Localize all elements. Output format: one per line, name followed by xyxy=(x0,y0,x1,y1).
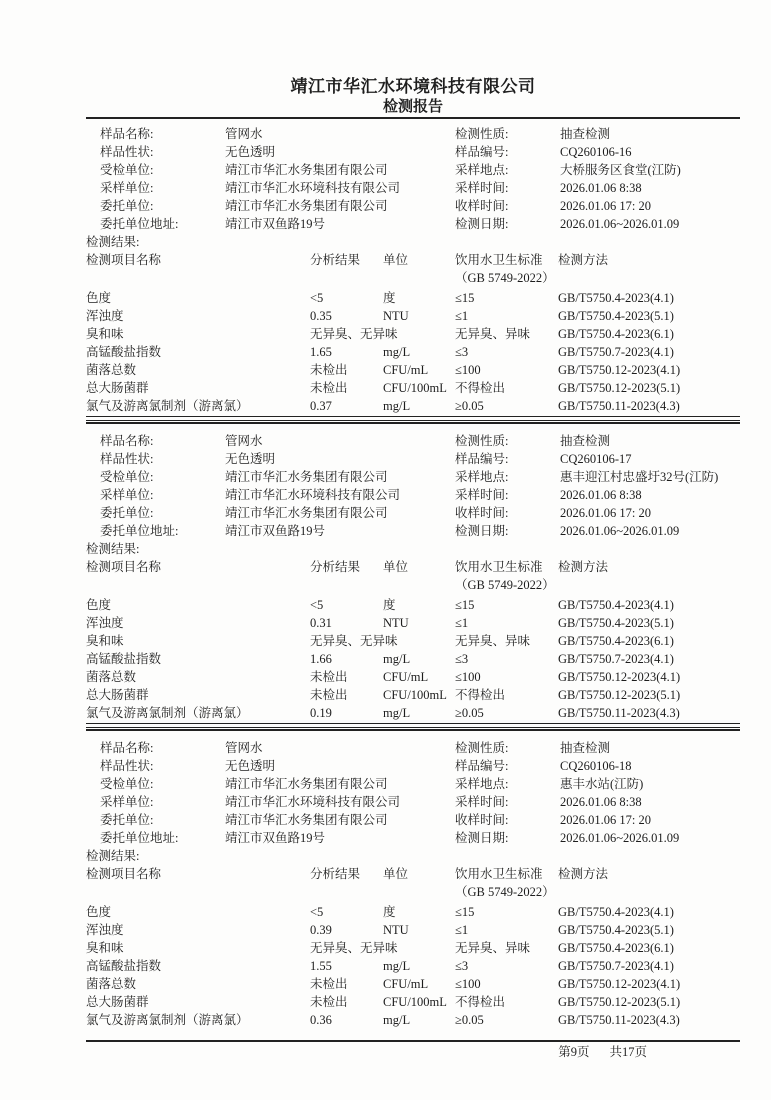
total-pages: 共17页 xyxy=(609,1045,647,1059)
item-cell: 菌落总数 xyxy=(86,977,137,991)
item-cell: 高锰酸盐指数 xyxy=(86,345,162,359)
table-header-row xyxy=(86,865,740,901)
client-unit-value: 靖江市华汇水务集团有限公司 xyxy=(225,506,388,520)
unit-cell: 度 xyxy=(383,291,396,305)
client-unit-value: 靖江市华汇水务集团有限公司 xyxy=(225,813,388,827)
table-row xyxy=(86,901,740,921)
table-row xyxy=(86,686,740,704)
info-field xyxy=(86,468,455,486)
item-cell: 色度 xyxy=(86,598,112,612)
standard-cell: ≥0.05 xyxy=(455,1013,484,1027)
unit-cell: mg/L xyxy=(383,1013,411,1027)
info-field xyxy=(86,215,455,233)
sampling-location-label: 采样地点: xyxy=(455,163,509,177)
method-cell: GB/T5750.4-2023(4.1) xyxy=(558,291,674,305)
test-date-label: 检测日期: xyxy=(455,524,509,538)
sample-info xyxy=(86,426,740,540)
info-field xyxy=(86,486,455,504)
col-header-unit: 单位 xyxy=(383,867,409,881)
standard-cell: ≤15 xyxy=(455,905,475,919)
table-row xyxy=(86,668,740,686)
item-cell: 浑浊度 xyxy=(86,309,124,323)
method-cell: GB/T5750.4-2023(5.1) xyxy=(558,309,674,323)
unit-cell: NTU xyxy=(383,309,409,323)
result-cell: 未检出 xyxy=(310,995,348,1009)
sample-name-label: 样品名称: xyxy=(100,741,154,755)
sampling-time-value: 2026.01.06 8:38 xyxy=(560,181,642,195)
table-row xyxy=(86,993,740,1011)
info-field xyxy=(455,179,740,197)
method-cell: GB/T5750.11-2023(4.3) xyxy=(558,704,740,724)
col-header-unit: 单位 xyxy=(383,560,409,574)
info-field xyxy=(86,811,455,829)
standard-cell: ≤3 xyxy=(455,959,469,973)
item-cell: 总大肠菌群 xyxy=(86,381,149,395)
info-field xyxy=(86,775,455,793)
sampling-time-value: 2026.01.06 8:38 xyxy=(560,795,642,809)
table-row xyxy=(86,287,740,307)
sampling-time-label: 采样时间: xyxy=(455,488,509,502)
receiving-time-value: 2026.01.06 17: 20 xyxy=(560,506,651,520)
result-cell: 0.19 xyxy=(310,704,383,724)
standard-cell: ≥0.05 xyxy=(455,397,558,417)
info-field xyxy=(455,811,740,829)
client-unit-value: 靖江市华汇水务集团有限公司 xyxy=(225,199,388,213)
table-row xyxy=(86,397,740,417)
info-right-column xyxy=(455,739,740,847)
client-address-value: 靖江市双鱼路19号 xyxy=(225,831,326,845)
method-cell: GB/T5750.12-2023(5.1) xyxy=(558,381,681,395)
item-cell: 臭和味 xyxy=(86,634,124,648)
section-divider xyxy=(86,420,740,424)
item-cell: 氯气及游离氯制剂（游离氯） xyxy=(86,397,310,417)
table-row xyxy=(86,325,740,343)
sample-state-value: 无色透明 xyxy=(225,759,276,773)
table-row xyxy=(86,379,740,397)
result-cell: <5 xyxy=(310,905,324,919)
info-field xyxy=(455,829,740,847)
result-cell: 无异臭、无异味 xyxy=(310,327,398,341)
standard-line2: （GB 5749-2022） xyxy=(455,271,555,285)
item-cell: 高锰酸盐指数 xyxy=(86,959,162,973)
unit-cell: mg/L xyxy=(383,959,411,973)
sampling-unit-label: 采样单位: xyxy=(100,181,154,195)
sample-no-value: CQ260106-16 xyxy=(560,145,632,159)
method-cell: GB/T5750.4-2023(4.1) xyxy=(558,598,674,612)
method-cell: GB/T5750.4-2023(5.1) xyxy=(558,616,674,630)
standard-cell: ≤1 xyxy=(455,616,469,630)
info-field xyxy=(455,793,740,811)
info-field xyxy=(455,125,740,143)
page-number: 第9页 xyxy=(558,1045,590,1059)
info-field xyxy=(86,143,455,161)
standard-cell: 不得检出 xyxy=(455,688,506,702)
sampling-time-label: 采样时间: xyxy=(455,795,509,809)
results-table xyxy=(86,558,740,724)
standard-line2: （GB 5749-2022） xyxy=(455,578,555,592)
sampling-time-label: 采样时间: xyxy=(455,181,509,195)
col-header-standard xyxy=(455,865,558,901)
col-header-item: 检测项目名称 xyxy=(86,867,162,881)
item-cell: 色度 xyxy=(86,905,112,919)
result-cell: 无异臭、无异味 xyxy=(310,941,398,955)
info-field xyxy=(86,504,455,522)
receiving-time-label: 收样时间: xyxy=(455,813,509,827)
unit-cell: CFU/100mL xyxy=(383,688,447,702)
sampling-location-label: 采样地点: xyxy=(455,470,509,484)
item-cell: 臭和味 xyxy=(86,327,124,341)
item-cell: 色度 xyxy=(86,291,112,305)
table-row xyxy=(86,921,740,939)
test-date-label: 检测日期: xyxy=(455,217,509,231)
info-left-column xyxy=(86,432,455,540)
unit-cell: CFU/100mL xyxy=(383,995,447,1009)
info-field xyxy=(455,432,740,450)
standard-cell: ≤15 xyxy=(455,598,475,612)
table-row xyxy=(86,704,740,724)
inspected-unit-value: 靖江市华汇水务集团有限公司 xyxy=(225,163,388,177)
standard-line1: 饮用水卫生标准 xyxy=(455,253,543,267)
method-cell: GB/T5750.7-2023(4.1) xyxy=(558,959,674,973)
sample-no-value: CQ260106-17 xyxy=(560,452,632,466)
sample-info xyxy=(86,119,740,233)
table-row xyxy=(86,361,740,379)
section-divider xyxy=(86,727,740,731)
result-cell: 未检出 xyxy=(310,670,348,684)
method-cell: GB/T5750.12-2023(4.1) xyxy=(558,363,681,377)
method-cell: GB/T5750.4-2023(4.1) xyxy=(558,905,674,919)
sample-name-label: 样品名称: xyxy=(100,434,154,448)
receiving-time-label: 收样时间: xyxy=(455,199,509,213)
receiving-time-value: 2026.01.06 17: 20 xyxy=(560,199,651,213)
method-cell: GB/T5750.7-2023(4.1) xyxy=(558,652,674,666)
sampling-unit-value: 靖江市华汇水环境科技有限公司 xyxy=(225,795,401,809)
info-field xyxy=(86,450,455,468)
standard-line2: （GB 5749-2022） xyxy=(455,885,555,899)
info-field xyxy=(455,215,740,233)
sample-info xyxy=(86,733,740,847)
unit-cell: 度 xyxy=(383,905,396,919)
unit-cell: 度 xyxy=(383,598,396,612)
inspected-unit-label: 受检单位: xyxy=(100,470,154,484)
standard-cell: 不得检出 xyxy=(455,995,506,1009)
item-cell: 菌落总数 xyxy=(86,363,137,377)
sampling-unit-label: 采样单位: xyxy=(100,795,154,809)
item-cell: 高锰酸盐指数 xyxy=(86,652,162,666)
results-table xyxy=(86,865,740,1029)
receiving-time-label: 收样时间: xyxy=(455,506,509,520)
method-cell: GB/T5750.11-2023(4.3) xyxy=(558,1013,680,1027)
result-cell: 0.37 xyxy=(310,397,383,417)
result-cell: 0.31 xyxy=(310,616,332,630)
info-field xyxy=(455,775,740,793)
item-cell: 氯气及游离氯制剂（游离氯） xyxy=(86,704,310,724)
sampling-location-value: 惠丰水站(江防) xyxy=(560,777,644,791)
info-field xyxy=(86,522,455,540)
info-field xyxy=(455,161,740,179)
method-cell: GB/T5750.7-2023(4.1) xyxy=(558,345,674,359)
info-field xyxy=(455,757,740,775)
col-header-standard xyxy=(455,558,558,594)
method-cell: GB/T5750.4-2023(6.1) xyxy=(558,941,674,955)
col-header-item: 检测项目名称 xyxy=(86,560,162,574)
client-unit-label: 委托单位: xyxy=(100,199,154,213)
info-field xyxy=(86,125,455,143)
sample-state-value: 无色透明 xyxy=(225,452,276,466)
col-header-method: 检测方法 xyxy=(558,560,609,574)
info-right-column xyxy=(455,125,740,233)
info-field xyxy=(86,793,455,811)
table-row xyxy=(86,975,740,993)
sampling-location-label: 采样地点: xyxy=(455,777,509,791)
standard-cell: ≤15 xyxy=(455,291,475,305)
sampling-unit-value: 靖江市华汇水环境科技有限公司 xyxy=(225,488,401,502)
info-field xyxy=(455,504,740,522)
method-cell: GB/T5750.12-2023(4.1) xyxy=(558,977,681,991)
sampling-time-value: 2026.01.06 8:38 xyxy=(560,488,642,502)
standard-cell: ≤3 xyxy=(455,652,469,666)
table-row xyxy=(86,1011,740,1029)
col-header-item: 检测项目名称 xyxy=(86,253,162,267)
method-cell: GB/T5750.4-2023(6.1) xyxy=(558,634,674,648)
method-cell: GB/T5750.4-2023(5.1) xyxy=(558,923,674,937)
table-row xyxy=(86,614,740,632)
standard-line1: 饮用水卫生标准 xyxy=(455,560,543,574)
test-date-value: 2026.01.06~2026.01.09 xyxy=(560,831,680,845)
info-left-column xyxy=(86,125,455,233)
sample-state-label: 样品性状: xyxy=(100,145,154,159)
sample-state-label: 样品性状: xyxy=(100,759,154,773)
info-field xyxy=(86,829,455,847)
results-table xyxy=(86,251,740,417)
info-field xyxy=(86,161,455,179)
sampling-location-value: 大桥服务区食堂(江防) xyxy=(560,163,681,177)
sample-no-label: 样品编号: xyxy=(455,452,509,466)
inspected-unit-value: 靖江市华汇水务集团有限公司 xyxy=(225,777,388,791)
table-row xyxy=(86,632,740,650)
col-header-result: 分析结果 xyxy=(310,253,361,267)
info-field xyxy=(455,197,740,215)
table-row xyxy=(86,307,740,325)
sample-no-label: 样品编号: xyxy=(455,145,509,159)
info-left-column xyxy=(86,739,455,847)
test-date-value: 2026.01.06~2026.01.09 xyxy=(560,217,680,231)
info-field xyxy=(455,486,740,504)
table-row xyxy=(86,650,740,668)
result-cell: <5 xyxy=(310,291,324,305)
report-section-3 xyxy=(86,733,740,1029)
standard-cell: ≤1 xyxy=(455,309,469,323)
results-heading: 检测结果: xyxy=(86,235,140,249)
method-cell: GB/T5750.12-2023(5.1) xyxy=(558,995,681,1009)
sample-name-value: 管网水 xyxy=(225,434,263,448)
table-row xyxy=(86,939,740,957)
result-cell: 0.35 xyxy=(310,309,332,323)
test-date-label: 检测日期: xyxy=(455,831,509,845)
result-cell: 未检出 xyxy=(310,977,348,991)
results-heading: 检测结果: xyxy=(86,849,140,863)
item-cell: 总大肠菌群 xyxy=(86,688,149,702)
result-cell: 1.66 xyxy=(310,652,332,666)
result-cell: 0.36 xyxy=(310,1013,332,1027)
result-cell: 未检出 xyxy=(310,381,348,395)
test-nature-label: 检测性质: xyxy=(455,434,509,448)
inspected-unit-label: 受检单位: xyxy=(100,777,154,791)
info-field xyxy=(86,757,455,775)
company-title: 靖江市华汇水环境科技有限公司 xyxy=(290,77,536,96)
item-cell: 总大肠菌群 xyxy=(86,995,149,1009)
result-cell: 未检出 xyxy=(310,363,348,377)
method-cell: GB/T5750.12-2023(5.1) xyxy=(558,688,681,702)
sample-state-label: 样品性状: xyxy=(100,452,154,466)
sample-state-value: 无色透明 xyxy=(225,145,276,159)
report-section-2 xyxy=(86,426,740,724)
method-cell: GB/T5750.12-2023(4.1) xyxy=(558,670,681,684)
unit-cell: mg/L xyxy=(383,345,411,359)
receiving-time-value: 2026.01.06 17: 20 xyxy=(560,813,651,827)
client-unit-label: 委托单位: xyxy=(100,506,154,520)
sample-no-label: 样品编号: xyxy=(455,759,509,773)
standard-line1: 饮用水卫生标准 xyxy=(455,867,543,881)
table-row xyxy=(86,343,740,361)
method-cell: GB/T5750.11-2023(4.3) xyxy=(558,397,740,417)
info-field xyxy=(455,522,740,540)
test-nature-value: 抽查检测 xyxy=(560,741,611,755)
inspected-unit-value: 靖江市华汇水务集团有限公司 xyxy=(225,470,388,484)
sampling-unit-value: 靖江市华汇水环境科技有限公司 xyxy=(225,181,401,195)
unit-cell: NTU xyxy=(383,923,409,937)
sample-name-label: 样品名称: xyxy=(100,127,154,141)
test-nature-value: 抽查检测 xyxy=(560,127,611,141)
test-nature-value: 抽查检测 xyxy=(560,434,611,448)
unit-cell: NTU xyxy=(383,616,409,630)
table-row xyxy=(86,594,740,614)
standard-cell: ≥0.05 xyxy=(455,704,558,724)
info-field xyxy=(455,143,740,161)
client-address-value: 靖江市双鱼路19号 xyxy=(225,524,326,538)
item-cell: 浑浊度 xyxy=(86,923,124,937)
item-cell: 浑浊度 xyxy=(86,616,124,630)
result-cell: 无异臭、无异味 xyxy=(310,634,398,648)
standard-cell: 无异臭、异味 xyxy=(455,941,531,955)
page-footer xyxy=(86,1040,740,1061)
sample-name-value: 管网水 xyxy=(225,127,263,141)
sampling-location-value: 惠丰迎江村忠盛圩32号(江防) xyxy=(560,470,719,484)
table-header-row xyxy=(86,558,740,594)
item-cell: 臭和味 xyxy=(86,941,124,955)
unit-cell: CFU/mL xyxy=(383,670,429,684)
client-address-value: 靖江市双鱼路19号 xyxy=(225,217,326,231)
info-field xyxy=(86,739,455,757)
standard-cell: ≤1 xyxy=(455,923,469,937)
test-nature-label: 检测性质: xyxy=(455,127,509,141)
results-heading: 检测结果: xyxy=(86,542,140,556)
standard-cell: 无异臭、异味 xyxy=(455,634,531,648)
inspected-unit-label: 受检单位: xyxy=(100,163,154,177)
unit-cell: CFU/mL xyxy=(383,363,429,377)
client-address-label: 委托单位地址: xyxy=(100,217,179,231)
report-section-1 xyxy=(86,119,740,417)
standard-cell: ≤3 xyxy=(455,345,469,359)
unit-cell: mg/L xyxy=(383,704,455,724)
item-cell: 菌落总数 xyxy=(86,670,137,684)
standard-cell: ≤100 xyxy=(455,977,481,991)
sampling-unit-label: 采样单位: xyxy=(100,488,154,502)
unit-cell: CFU/mL xyxy=(383,977,429,991)
unit-cell: CFU/100mL xyxy=(383,381,447,395)
col-header-result: 分析结果 xyxy=(310,867,361,881)
result-cell: 0.39 xyxy=(310,923,332,937)
result-cell: <5 xyxy=(310,598,324,612)
col-header-unit: 单位 xyxy=(383,253,409,267)
unit-cell: mg/L xyxy=(383,397,455,417)
method-cell: GB/T5750.4-2023(6.1) xyxy=(558,327,674,341)
info-field xyxy=(455,468,740,486)
table-header-row xyxy=(86,251,740,287)
sample-no-value: CQ260106-18 xyxy=(560,759,632,773)
unit-cell: mg/L xyxy=(383,652,411,666)
result-cell: 未检出 xyxy=(310,688,348,702)
info-field xyxy=(455,739,740,757)
item-cell: 氯气及游离氯制剂（游离氯） xyxy=(86,1013,249,1027)
report-title: 检测报告 xyxy=(382,99,443,115)
col-header-standard xyxy=(455,251,558,287)
test-nature-label: 检测性质: xyxy=(455,741,509,755)
info-field xyxy=(86,432,455,450)
info-field xyxy=(455,450,740,468)
result-cell: 1.55 xyxy=(310,959,332,973)
col-header-result: 分析结果 xyxy=(310,560,361,574)
info-field xyxy=(86,197,455,215)
table-row xyxy=(86,957,740,975)
client-address-label: 委托单位地址: xyxy=(100,831,179,845)
info-field xyxy=(86,179,455,197)
result-cell: 1.65 xyxy=(310,345,332,359)
client-unit-label: 委托单位: xyxy=(100,813,154,827)
col-header-method: 检测方法 xyxy=(558,867,609,881)
test-date-value: 2026.01.06~2026.01.09 xyxy=(560,524,680,538)
col-header-method: 检测方法 xyxy=(558,253,609,267)
info-right-column xyxy=(455,432,740,540)
standard-cell: 不得检出 xyxy=(455,381,506,395)
sample-name-value: 管网水 xyxy=(225,741,263,755)
client-address-label: 委托单位地址: xyxy=(100,524,179,538)
standard-cell: ≤100 xyxy=(455,363,481,377)
standard-cell: ≤100 xyxy=(455,670,481,684)
standard-cell: 无异臭、异味 xyxy=(455,327,531,341)
